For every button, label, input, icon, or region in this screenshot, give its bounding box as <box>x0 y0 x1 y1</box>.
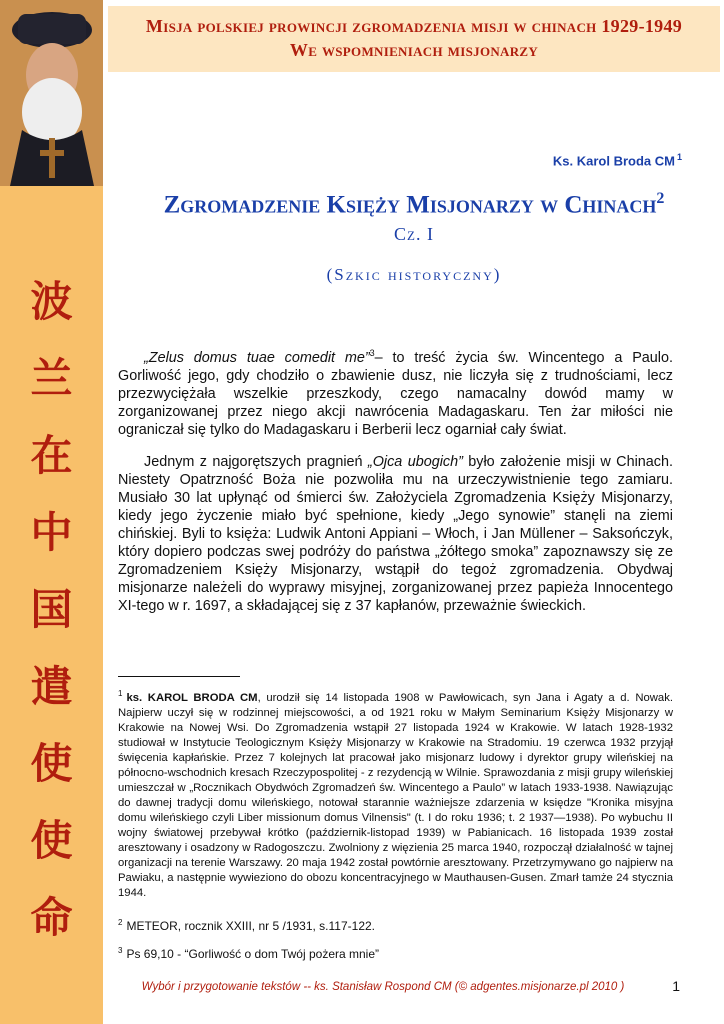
chinese-char: 遣 <box>30 662 73 711</box>
footnote-ref[interactable]: 3 <box>369 348 375 358</box>
chinese-char: 使 <box>30 816 73 865</box>
series-header <box>108 6 720 72</box>
article-subtitle: (Szkic historyczny) <box>326 265 502 284</box>
footnote-divider <box>118 676 240 677</box>
footnote-text: , urodził się 14 listopada 1908 w Pawłowicach, syn Jana i Agaty a d. Nowak. Najpierw uczył się w rodzinnej miejscowości, a od 1921 roku w Małym Seminarium Księży Misjonarzy w Krakowie na Nowej Wsi. Do Zgromadzenia wstąpił 27 listopada 1924 w Krakowie. W latach 1928-1932 studiował w Instytucie Teologicznym Księży Misjonarzy w Krakowie na Stradomiu. 19 czerwca 1932 przyjął święcenia kapłańskie. Przez 7 kolejnych lat pracował jako misjonarz ludowy i dyrektor grupy wileńskiej na północno-wschodnich kresach Rzeczypospolitej - z rezydencją w Wilnie. Sprawozdania z misji grupy wileńskiej umieszczał w „Rocznikach Obydwóch Zgromadzeń św. Wincentego a Paulo” w latach 1933-1938. Nawiązując do dawnej tradycji domu wileńskiego, notował starannie ważniejsze zdarzenia w księdze "Kronika misyjna domu wileńskiego czyli Liber missionum domus Vilnensis" (t. I do roku 1936; t. 2 1937—1938). Po wybuchu II wojny światowej przebywał krótko (październik-listopad 1939) w Pabianicach. 16 listopada 1939 został aresztowany i osadzony w Radogoszczu. Zwolniony z więzienia 25 marca 1940, rozpoczął działalność w tajnej organizacji na terenie Warszawy. 20 maja 1942 został powtórnie aresztowany. Przetrzymywano go najpierw na Pawiaku, a następnie wywieziono do obozu koncentracyjnego w Mauthausen-Gusen. Zmarł tamże 24 stycznia 1944. <box>118 691 673 899</box>
footnote-mark: 2 <box>118 918 123 927</box>
paragraph-text: było założenie misji w Chinach. Niestety Opatrzność Boża nie pozwoliła mu na urzeczywistnienie tego zamiaru. Musiało 30 lat upłynąć od śmierci św. Założyciela Zgromadzenia Księży Misjonarzy, kiedy jego życzenie miało być spełnione, kiedy „Jego synowie” stanęli na ziemi chińskiej. Byli to księża: Ludwik Antoni Appiani – Włoch, i Jan Müllener – Saksończyk, który dopiero podczas swej podróży do państwa „żółtego smoka” zapoznawszy się ze Zgromadzeniem Księży Misjonarzy, wstąpił do tegoż zgromadzenia. Obydwaj misjonarze należeli do wyprawy misyjnej, zorganizowanej przez papieża Innocentego XI-tego w r. 1697, a składającej się z 37 kapłanów, przeważnie świeckich. <box>118 453 673 614</box>
footnote-2 <box>118 915 673 934</box>
page-number: 1 <box>672 978 680 994</box>
author-name <box>553 152 682 168</box>
author-label: Ks. Karol Broda CM <box>552 153 675 169</box>
missionary-portrait-image <box>0 0 103 186</box>
article-title <box>108 190 720 219</box>
article-title-text: Zgromadzenie Księży Misjonarzy w Chinach <box>163 191 657 219</box>
paragraph-text: – to treść życia św. Wincentego a Paulo. Gorliwość jego, gdy chodziło o zbawienie dusz, nie liczyła się z trudnościami, lecz przezwyciężała wszelkie przeszkody, czego namacalny dowód mamy w zorganizowanej przez niego akcji nawrócenia Madagaskaru. Ten żar miłości nie ograniczał się tylko do Madagaskaru i Berberii lecz ogarniał cały świat. <box>118 349 673 438</box>
chinese-char: 兰 <box>30 354 73 403</box>
chinese-char: 使 <box>30 739 73 788</box>
quote: „Ojca ubogich” <box>367 453 463 470</box>
footnote-1 <box>118 686 673 901</box>
footnote-mark: 1 <box>118 689 123 698</box>
footnote-ref[interactable]: 1 <box>676 152 682 162</box>
article-body <box>118 344 673 629</box>
footnote-mark: 3 <box>118 946 123 955</box>
footnote-text: Ps 69,10 - “Gorliwość o dom Twój pożera mnie” <box>126 947 379 961</box>
chinese-char: 中 <box>30 508 73 557</box>
paragraph <box>118 453 673 615</box>
paragraph-text: Jednym z najgorętszych pragnień <box>144 453 368 470</box>
chinese-char: 在 <box>30 431 73 480</box>
footnote-text: METEOR, rocznik XXIII, nr 5 /1931, s.117-122. <box>126 919 376 933</box>
paragraph <box>118 344 673 439</box>
chinese-char: 命 <box>30 893 73 942</box>
footnote-ref[interactable]: 2 <box>656 190 665 207</box>
chinese-characters-column <box>0 272 103 965</box>
footnote-name: ks. KAROL BRODA CM <box>126 691 258 704</box>
decorative-sidebar <box>0 0 103 1024</box>
footnote-3 <box>118 943 673 962</box>
chinese-char: 国 <box>30 585 73 634</box>
article-part: Cz. I <box>394 224 434 244</box>
series-title-line2: We wspomnieniach misjonarzy <box>289 40 539 60</box>
quote: „Zelus domus tuae comedit me” <box>144 349 370 366</box>
page-footer: Wybór i przygotowanie tekstów -- ks. Stanisław Rospond CM (© adgentes.misjonarze.pl 2010 ) <box>141 981 625 993</box>
series-title-line1: Misja polskiej prowincji zgromadzenia misji w chinach 1929-1949 <box>145 16 683 36</box>
chinese-char: 波 <box>30 277 73 326</box>
